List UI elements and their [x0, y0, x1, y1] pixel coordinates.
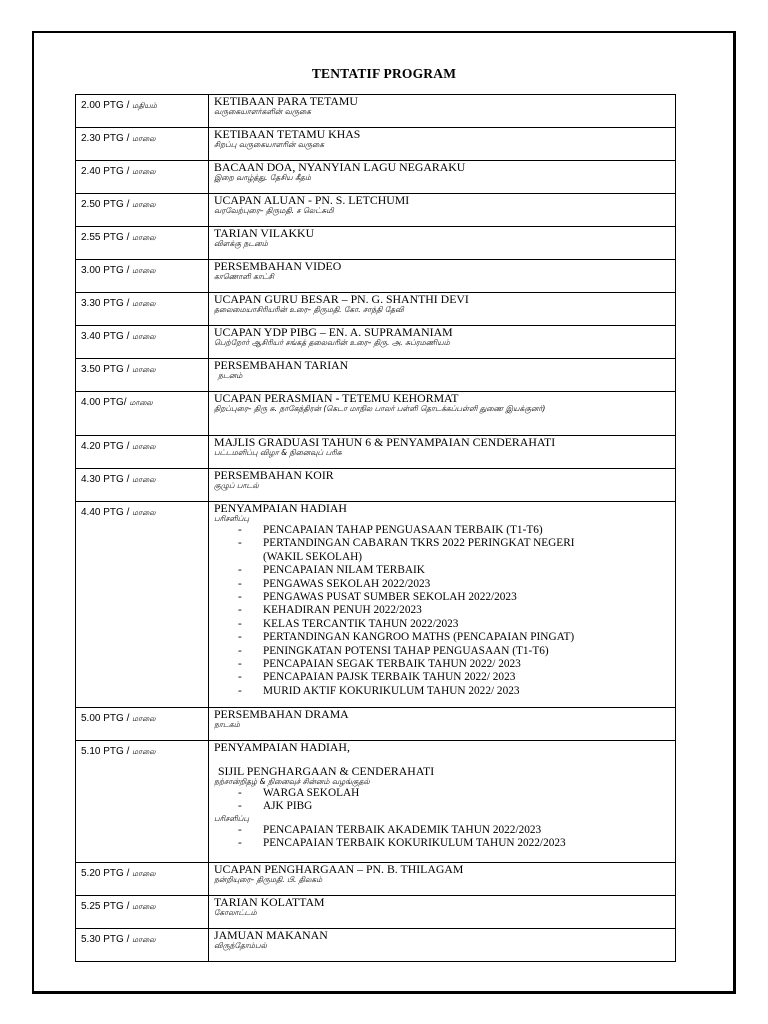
event-cell — [209, 260, 676, 293]
event-tamil-subtitle: வரவேற்புரை– திருமதி. ச லெட்சுமி — [214, 206, 334, 215]
event-tamil-subtitle: இறை வாழ்த்து. தேசிய கீதம் — [214, 173, 311, 182]
time-tamil-text: மாலை — [132, 200, 156, 209]
table-row — [76, 128, 676, 161]
time-tamil-text: மாலை — [132, 442, 156, 451]
table-row — [76, 161, 676, 194]
list-item: - PENCAPAIAN SEGAK TERBAIK TAHUN 2022/ 2023 — [238, 658, 670, 671]
event-tamil-subtitle: தலைமையாசிரியரின் உரை– திருமதி. கோ. சாந்தி தேவி — [214, 305, 404, 314]
time-text: 5.25 PTG / — [81, 901, 133, 912]
time-tamil-text: மாலை — [132, 332, 156, 341]
event-title: PERSEMBAHAN TARIAN — [214, 358, 349, 372]
time-tamil-text: மாலை — [132, 299, 156, 308]
list-item: - MURID AKTIF KOKURIKULUM TAHUN 2022/ 2023 — [238, 685, 670, 698]
table-row — [76, 95, 676, 128]
event-title: UCAPAN GURU BESAR – PN. G. SHANTHI DEVI — [214, 292, 469, 306]
time-tamil-text: மாலை — [132, 134, 156, 143]
list-item: - PENINGKATAN POTENSI TAHAP PENGUASAAN (T1-T6) — [238, 645, 670, 658]
table-row — [76, 469, 676, 502]
event-tamil-subtitle: நடனம் — [218, 371, 243, 380]
certificate-tamil-subtitle: நற்சான்றிதழ் & நினைவுச் சின்னம் வழங்குதல் — [214, 777, 370, 786]
event-tamil-subtitle: நன்றியுரை– திருமதி. பி. திலகம் — [214, 875, 323, 884]
time-tamil-text: மாலை — [132, 508, 156, 517]
time-cell — [76, 469, 209, 502]
time-text: 2.40 PTG / — [81, 166, 133, 177]
page-title: TENTATIF PROGRAM — [311, 66, 457, 81]
time-text: 5.30 PTG / — [81, 934, 133, 945]
event-tamil-subtitle: திறப்புரை– திரு சு. நாகேந்திரன் (கெடா மாநில பாலர் பள்ளி தொடக்கப்பள்ளி துணை இயக்குனர்) — [214, 404, 546, 413]
event-title: PENYAMPAIAN HADIAH, — [214, 740, 350, 754]
time-cell — [76, 896, 209, 929]
list-item: - PENGAWAS PUSAT SUMBER SEKOLAH 2022/2023 — [238, 591, 670, 604]
event-title: KETIBAAN TETAMU KHAS — [214, 127, 361, 141]
table-row — [76, 293, 676, 326]
time-tamil-text: மாலை — [132, 869, 156, 878]
event-cell — [209, 227, 676, 260]
time-tamil-text: மாலை — [132, 902, 156, 911]
list-item: - KEHADIRAN PENUH 2022/2023 — [238, 604, 670, 617]
time-text: 4.30 PTG / — [81, 474, 133, 485]
event-title: KETIBAAN PARA TETAMU — [214, 94, 358, 108]
table-row — [76, 392, 676, 436]
list-item: - AJK PIBG — [238, 800, 670, 813]
event-cell — [209, 95, 676, 128]
table-row — [76, 260, 676, 293]
table-row — [76, 863, 676, 896]
event-title: PERSEMBAHAN DRAMA — [214, 707, 349, 721]
list-item: - PERTANDINGAN CABARAN TKRS 2022 PERINGKAT NEGERI — [238, 537, 670, 550]
time-tamil-text: மாலை — [132, 935, 156, 944]
time-cell — [76, 260, 209, 293]
event-cell — [209, 161, 676, 194]
award-list — [214, 824, 670, 851]
time-text: 2.50 PTG / — [81, 199, 133, 210]
time-cell — [76, 436, 209, 469]
time-tamil-text: மாலை — [132, 747, 156, 756]
event-title: UCAPAN ALUAN - PN. S. LETCHUMI — [214, 193, 410, 207]
time-text: 2.30 PTG / — [81, 133, 133, 144]
event-tamil-subtitle: வருகையாளர்களின் வருகை — [214, 107, 312, 116]
event-tamil-subtitle: கோலாட்டம் — [214, 908, 257, 917]
table-row — [76, 359, 676, 392]
time-tamil-text: மாலை — [132, 365, 156, 374]
time-text: 2.00 PTG / — [81, 100, 133, 111]
certificate-list — [214, 787, 670, 814]
event-cell — [209, 293, 676, 326]
time-cell — [76, 95, 209, 128]
time-cell — [76, 293, 209, 326]
schedule-table — [75, 94, 676, 962]
event-title: PERSEMBAHAN KOIR — [214, 468, 334, 482]
list-item: (WAKIL SEKOLAH) — [263, 550, 363, 563]
event-title: UCAPAN YDP PIBG – EN. A. SUPRAMANIAM — [214, 325, 453, 339]
event-tamil-subtitle: பட்டமளிப்பு விழா & நினைவுப் பரிசு — [214, 448, 342, 457]
time-text: 2.55 PTG / — [81, 232, 133, 243]
list-item: - PERTANDINGAN KANGROO MATHS (PENCAPAIAN PINGAT) — [238, 631, 670, 644]
event-tamil-subtitle: நாடகம் — [214, 720, 240, 729]
time-tamil-text: மாலை — [132, 266, 156, 275]
time-text: 5.20 PTG / — [81, 868, 133, 879]
time-text: 4.40 PTG / — [81, 507, 133, 518]
time-cell — [76, 326, 209, 359]
event-cell — [209, 741, 676, 863]
event-tamil-subtitle: சிறப்பு வருகையாளரின் வருகை — [214, 140, 325, 149]
event-title: TARIAN VILAKKU — [214, 226, 315, 240]
list-item: - PENCAPAIAN NILAM TERBAIK — [238, 564, 670, 577]
list-item: - KELAS TERCANTIK TAHUN 2022/2023 — [238, 618, 670, 631]
time-tamil-text: மாலை — [132, 475, 156, 484]
time-cell — [76, 708, 209, 741]
event-cell — [209, 469, 676, 502]
time-cell — [76, 161, 209, 194]
event-cell — [209, 128, 676, 161]
event-tamil-subtitle: காணொளி காட்சி — [214, 272, 274, 281]
time-text: 5.10 PTG / — [81, 746, 133, 757]
event-title: PENYAMPAIAN HADIAH — [214, 501, 347, 515]
event-cell — [209, 863, 676, 896]
time-text: 5.00 PTG / — [81, 713, 133, 724]
event-tamil-subtitle: பரிசளிப்பு — [214, 514, 250, 523]
time-tamil-text: மாலை — [132, 233, 156, 242]
event-tamil-subtitle: குழுப் பாடல் — [214, 481, 259, 490]
event-cell — [209, 326, 676, 359]
table-row — [76, 194, 676, 227]
time-cell — [76, 227, 209, 260]
event-title: BACAAN DOA, NYANYIAN LAGU NEGARAKU — [214, 160, 466, 174]
time-text: 3.30 PTG / — [81, 298, 133, 309]
table-row — [76, 227, 676, 260]
table-row — [76, 741, 676, 863]
table-row — [76, 436, 676, 469]
time-tamil-text: மாலை — [129, 398, 153, 407]
time-text: 4.00 PTG/ — [81, 397, 130, 408]
event-title: TARIAN KOLATTAM — [214, 895, 325, 909]
event-cell — [209, 708, 676, 741]
table-row — [76, 929, 676, 962]
table-row — [76, 502, 676, 708]
time-cell — [76, 194, 209, 227]
event-tamil-subtitle: பெற்றோர் ஆசிரியர் சங்கத் தலைவரின் உரை– திரு. அ. சுப்ரமணியம் — [214, 338, 450, 347]
event-cell — [209, 392, 676, 436]
event-cell — [209, 436, 676, 469]
time-text: 3.50 PTG / — [81, 364, 133, 375]
event-title: UCAPAN PENGHARGAAN – PN. B. THILAGAM — [214, 862, 464, 876]
event-title: UCAPAN PERASMIAN - TETEMU KEHORMAT — [214, 391, 459, 405]
list-item: - WARGA SEKOLAH — [238, 787, 670, 800]
time-text: 3.00 PTG / — [81, 265, 133, 276]
award-list — [214, 524, 670, 698]
event-tamil-subtitle: விருந்தோம்பல் — [214, 941, 267, 950]
table-row — [76, 326, 676, 359]
event-tamil-subtitle: விளக்கு நடனம் — [214, 239, 268, 248]
time-cell — [76, 929, 209, 962]
table-row — [76, 896, 676, 929]
time-cell — [76, 741, 209, 863]
award-tamil-subtitle: பரிசளிப்பு — [214, 813, 250, 823]
event-title: MAJLIS GRADUASI TAHUN 6 & PENYAMPAIAN CENDERAHATI — [214, 435, 556, 449]
time-cell — [76, 392, 209, 436]
event-cell — [209, 194, 676, 227]
event-cell — [209, 896, 676, 929]
event-cell — [209, 502, 676, 708]
list-item: - PENCAPAIAN TERBAIK AKADEMIK TAHUN 2022/2023 — [238, 824, 670, 837]
event-title: JAMUAN MAKANAN — [214, 928, 328, 942]
table-row — [76, 708, 676, 741]
time-text: 3.40 PTG / — [81, 331, 133, 342]
certificate-heading: SIJIL PENGHARGAAN & CENDERAHATI — [218, 764, 435, 778]
list-item: - PENCAPAIAN TERBAIK KOKURIKULUM TAHUN 2022/2023 — [238, 837, 670, 850]
time-cell — [76, 359, 209, 392]
time-tamil-text: மாலை — [132, 714, 156, 723]
time-tamil-text: மதியம் — [132, 101, 157, 110]
event-title: PERSEMBAHAN VIDEO — [214, 259, 342, 273]
list-item: - PENCAPAIAN TAHAP PENGUASAAN TERBAIK (T1-T6) — [238, 524, 670, 537]
time-cell — [76, 128, 209, 161]
time-cell — [76, 502, 209, 708]
time-tamil-text: மாலை — [132, 167, 156, 176]
list-item: - PENCAPAIAN PAJSK TERBAIK TAHUN 2022/ 2023 — [238, 671, 670, 684]
event-cell — [209, 359, 676, 392]
list-item: - PENGAWAS SEKOLAH 2022/2023 — [238, 578, 670, 591]
time-text: 4.20 PTG / — [81, 441, 133, 452]
event-cell — [209, 929, 676, 962]
time-cell — [76, 863, 209, 896]
